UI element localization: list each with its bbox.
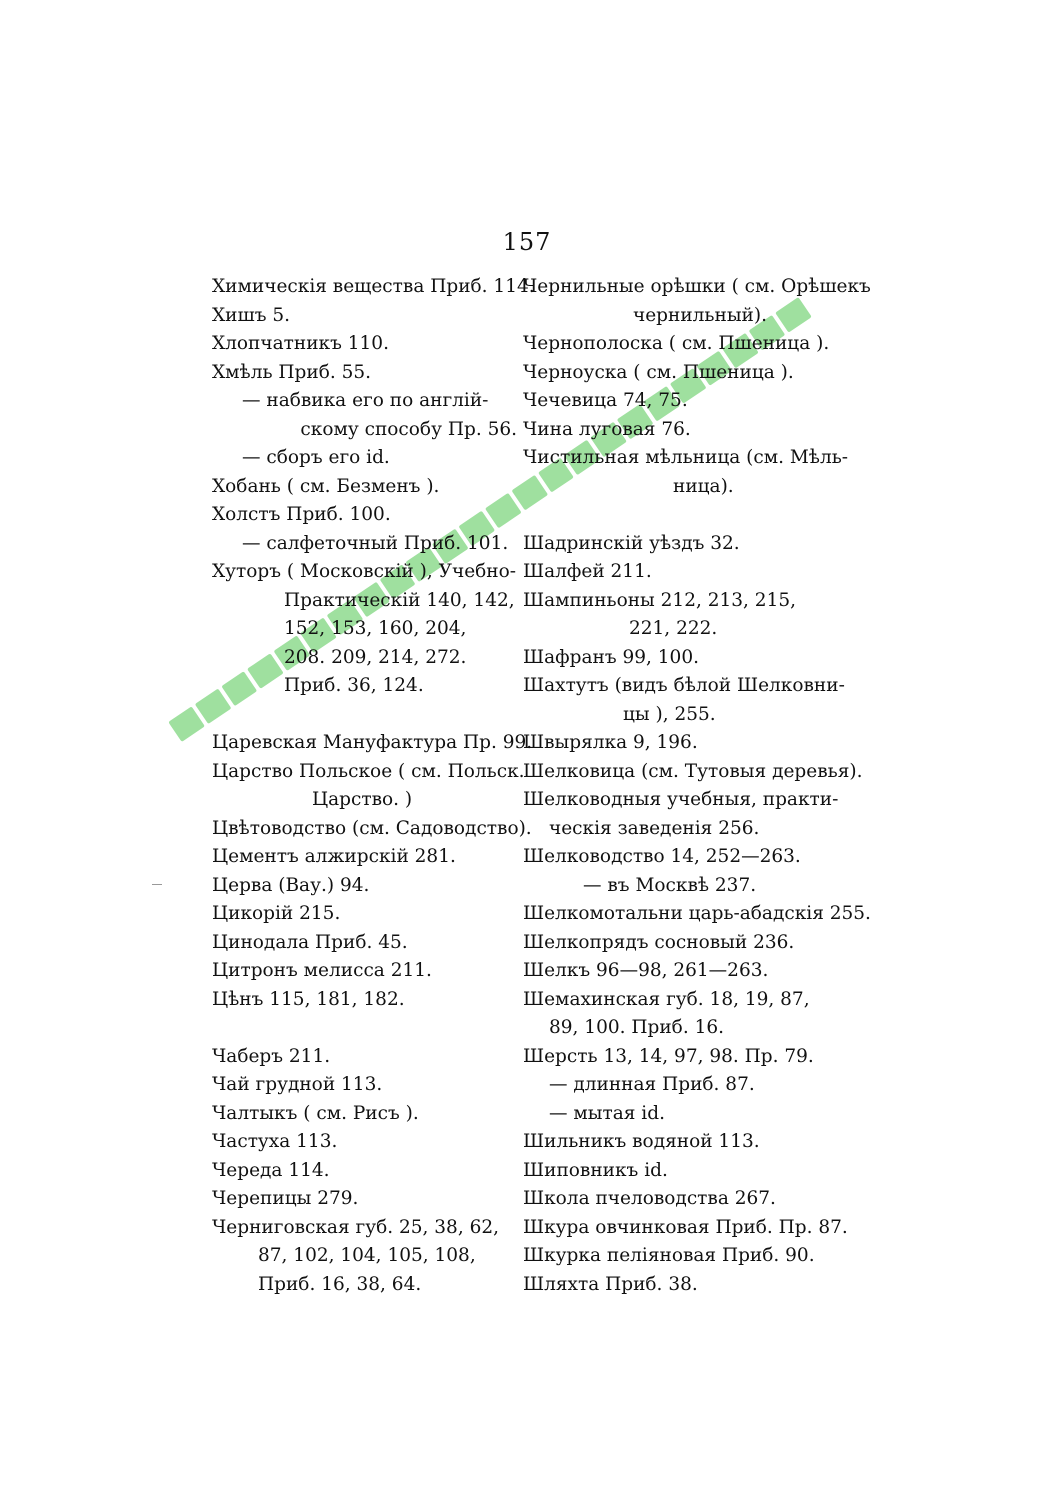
index-entry: Церва (Вау.) 94. (212, 874, 370, 896)
index-entry-continuation: скому способу Пр. 56. (300, 418, 517, 440)
index-entry: Школа пчеловодства 267. (523, 1188, 776, 1209)
index-entry-continuation: 89, 100. Приб. 16. (549, 1017, 725, 1038)
index-entry: Хлопчатникъ 110. (212, 333, 389, 354)
index-entry: Шкурка пеліяновая Приб. 90. (523, 1245, 815, 1266)
index-entry: Хуторъ ( Московскій ), Учебно- (212, 561, 517, 582)
index-entry: Шляхта Приб. 38. (523, 1273, 698, 1295)
index-entry: Череда 114. (212, 1159, 330, 1181)
index-entry-continuation: 152, 153, 160, 204, (284, 618, 467, 639)
index-entry: Цинодала Приб. 45. (212, 931, 408, 953)
index-entry: Чернильные орѣшки ( см. Орѣшекъ (523, 276, 871, 297)
index-entry: Черниговская губ. 25, 38, 62, (212, 1216, 500, 1238)
index-entry: Шемахинская губ. 18, 19, 87, (523, 988, 810, 1010)
index-entry: Шадринскій уѣздъ 32. (523, 532, 740, 554)
index-entry-continuation: Практическій 140, 142, (284, 589, 515, 611)
index-subentry: — длинная Приб. 87. (549, 1074, 755, 1095)
index-entry: Цикорій 215. (212, 903, 341, 924)
index-entry: Чалтыкъ ( см. Рисъ ). (212, 1102, 419, 1124)
index-entry: Шелковица (см. Тутовыя деревья). (523, 760, 863, 782)
index-entry: Цѣнъ 115, 181, 182. (212, 988, 405, 1010)
index-entry-continuation: 87, 102, 104, 105, 108, (258, 1245, 476, 1266)
index-entry: Шахтутъ (видъ бѣлой Шелковни- (523, 675, 845, 696)
index-subentry: — мытая id. (549, 1102, 665, 1124)
index-entry: Чечевица 74, 75. (523, 390, 688, 411)
index-entry: Чистильная мѣльница (см. Мѣль- (523, 447, 849, 468)
index-entry: Химическія вещества Приб. 114. (212, 276, 535, 297)
index-entry: Чернополоска ( см. Пшеница ). (523, 333, 830, 354)
index-entry-continuation: ческія заведенія 256. (549, 817, 760, 839)
index-entry: Шалфей 211. (523, 561, 652, 582)
index-entry: Чай грудной 113. (212, 1074, 383, 1095)
index-entry: Цементъ алжирскій 281. (212, 846, 456, 867)
index-entry: Шелкопрядъ сосновый 236. (523, 931, 795, 953)
index-entry: Шильникъ водяной 113. (523, 1131, 760, 1152)
index-entry: Шерсть 13, 14, 97, 98. Пр. 79. (523, 1045, 814, 1067)
index-entry: Частуха 113. (212, 1131, 338, 1152)
index-entry: Царство Польское ( см. Польск. (212, 760, 525, 782)
index-entry-continuation: 221, 222. (629, 618, 718, 639)
index-entry: Чаберъ 211. (212, 1045, 331, 1067)
page-number: 157 (502, 228, 552, 256)
index-entry-continuation: цы ), 255. (623, 703, 716, 725)
index-entry: Черепицы 279. (212, 1188, 359, 1209)
index-entry: Холстъ Приб. 100. (212, 504, 391, 525)
index-subentry: — салфеточный Приб. 101. (242, 532, 509, 554)
index-entry: Шампиньоны 212, 213, 215, (523, 589, 797, 611)
index-entry: Шелководныя учебныя, практи- (523, 789, 839, 810)
index-entry: Шелкъ 96—98, 261—263. (523, 960, 769, 981)
index-entry: Цитронъ мелисса 211. (212, 960, 432, 981)
index-entry: Хобань ( см. Безменъ ). (212, 475, 440, 497)
index-entry: Шафранъ 99, 100. (523, 646, 699, 668)
index-column-right (523, 273, 871, 1299)
index-entry: Шиповникъ id. (523, 1159, 668, 1181)
index-entry: Хмѣль Приб. 55. (212, 361, 372, 383)
index-entry-continuation: ница). (673, 475, 734, 497)
index-subentry: — сборъ его id. (242, 447, 390, 468)
index-entry: Шкура овчинковая Приб. Пр. 87. (523, 1216, 848, 1238)
index-entry: Шелкомотальни царь-абадскія 255. (523, 903, 871, 924)
index-entry: Хишъ 5. (212, 304, 291, 326)
index-entry: Царевская Мануфактура Пр. 99. (212, 732, 533, 753)
index-entry: Цвѣтоводство (см. Садоводство). (212, 817, 532, 839)
margin-mark (152, 884, 162, 885)
index-column-left (212, 273, 535, 1299)
index-entry-continuation: чернильный). (633, 304, 767, 326)
index-entry-continuation: Приб. 16, 38, 64. (258, 1273, 422, 1295)
index-subentry: — набвика его по англій- (242, 390, 489, 411)
index-entry: Шелководство 14, 252—263. (523, 846, 801, 867)
index-subentry: — въ Москвѣ 237. (583, 874, 757, 896)
index-entry-continuation: 208. 209, 214, 272. (284, 646, 467, 668)
index-entry-continuation: Царство. ) (312, 789, 413, 810)
index-entry-continuation: Приб. 36, 124. (284, 675, 424, 696)
index-entry: Черноуска ( см. Пшеница ). (523, 361, 794, 383)
index-entry: Швырялка 9, 196. (523, 732, 698, 753)
index-entry: Чина луговая 76. (523, 418, 691, 440)
